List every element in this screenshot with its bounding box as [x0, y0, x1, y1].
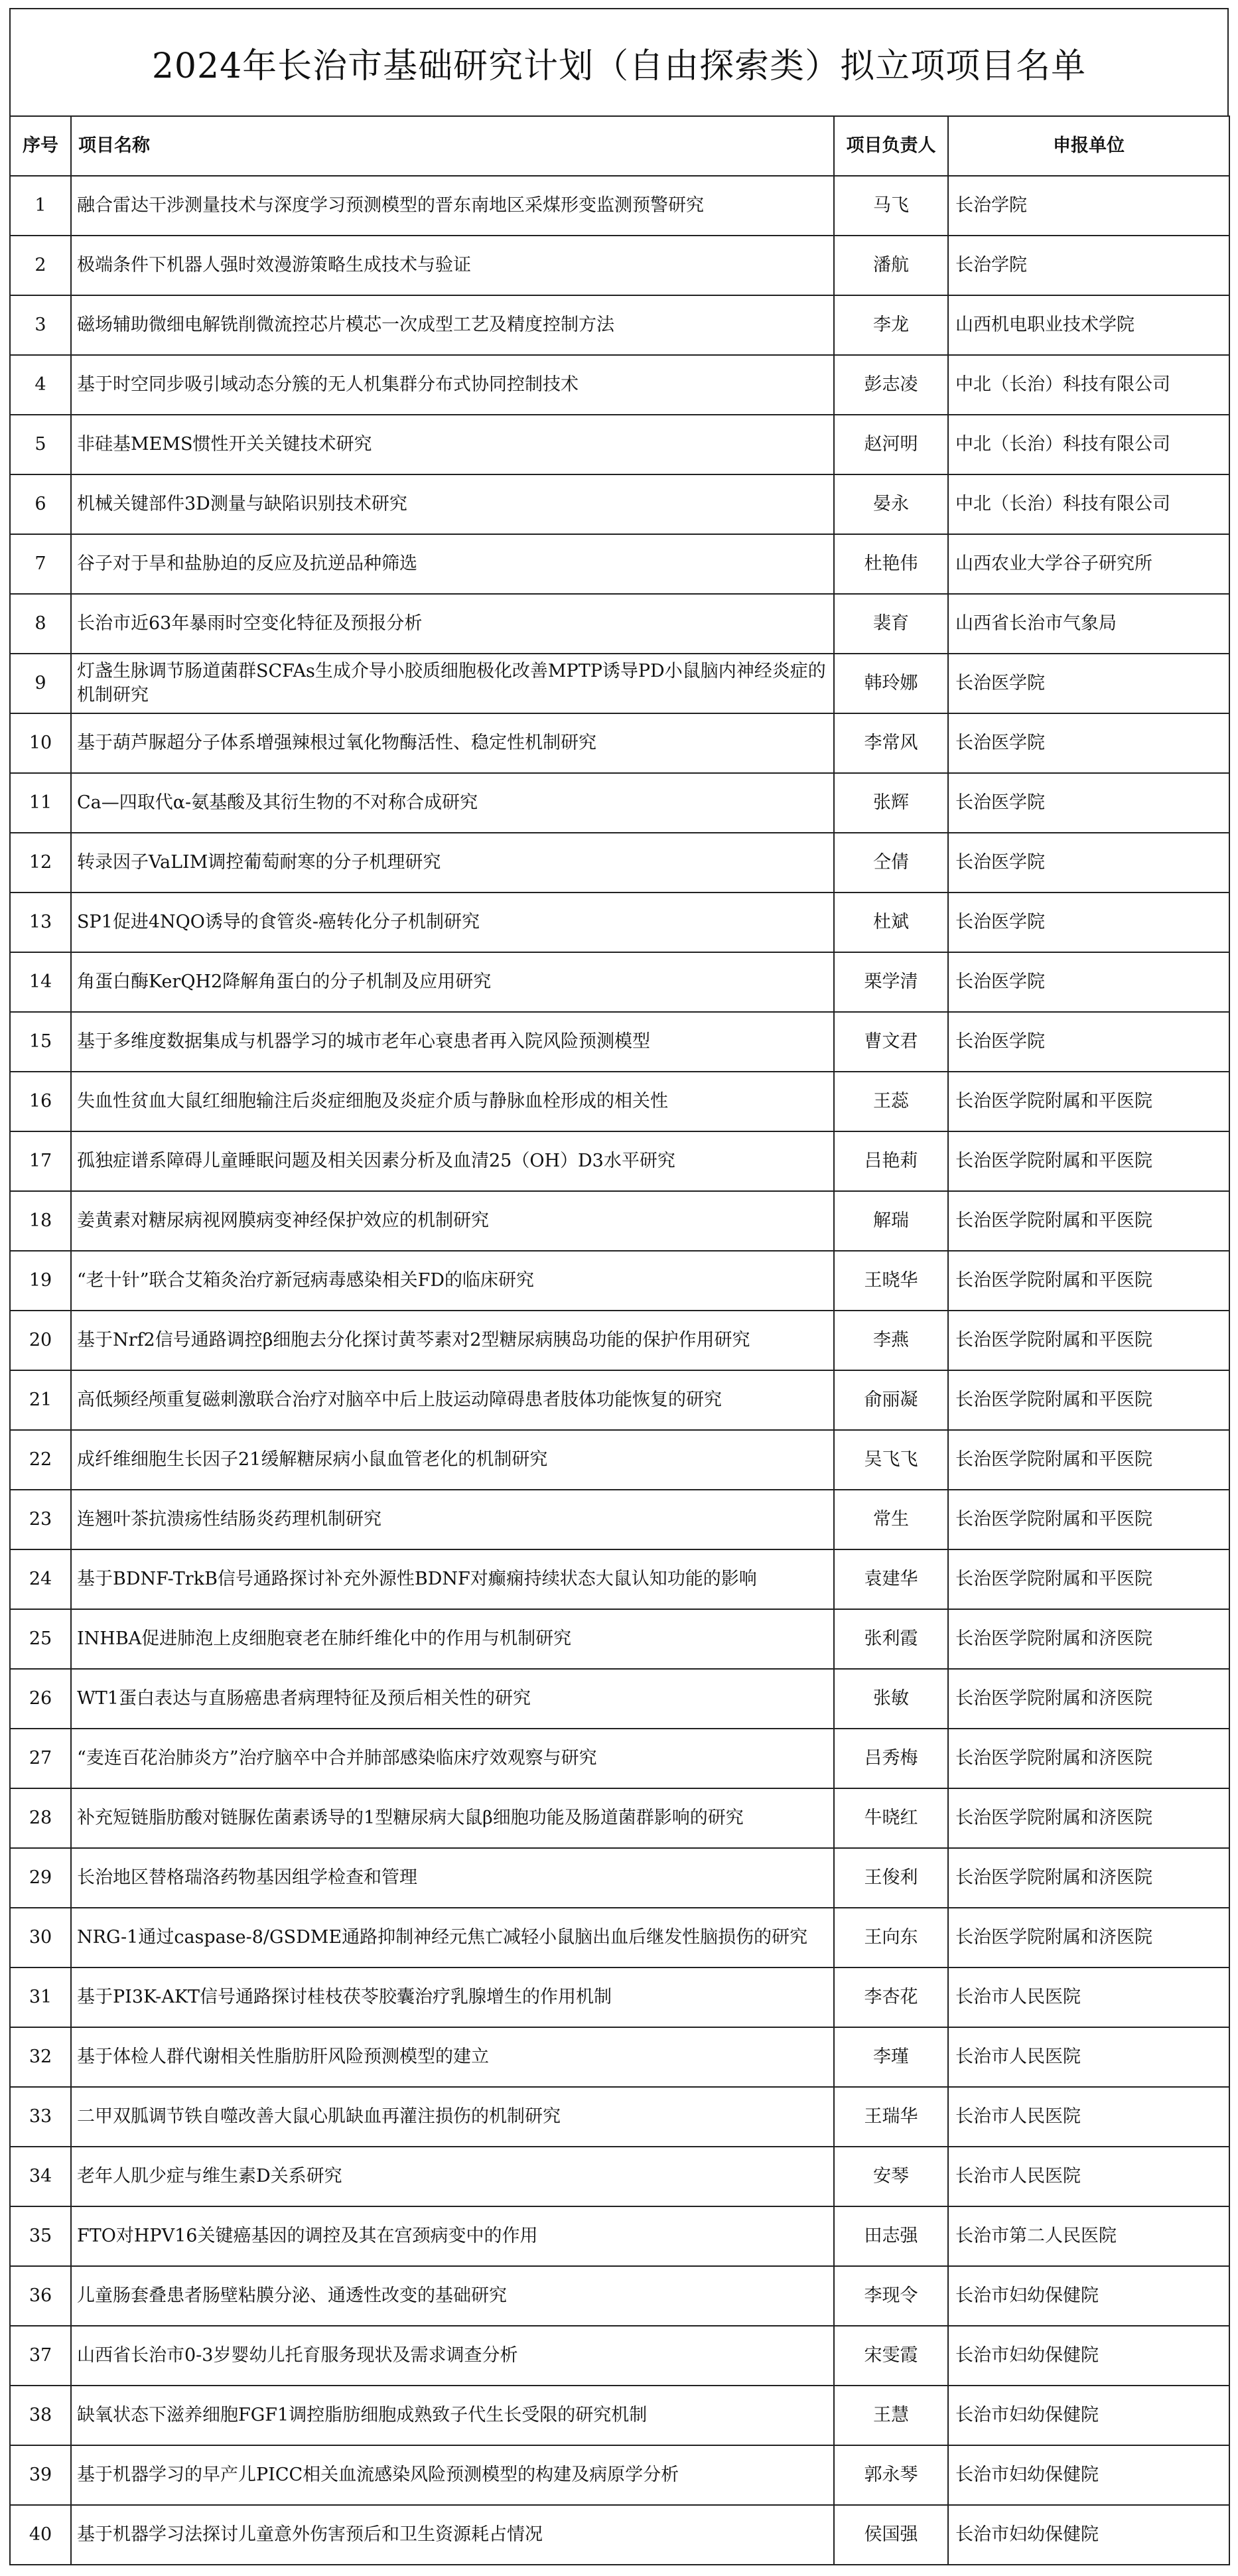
row-project-lead: 解瑞 — [834, 1191, 948, 1251]
row-number: 21 — [10, 1370, 71, 1430]
row-project-lead: 曹文君 — [834, 1012, 948, 1072]
table-row — [10, 952, 1229, 1012]
header-project-name: 项目名称 — [71, 116, 834, 176]
row-number: 7 — [10, 534, 71, 594]
row-applicant-unit: 中北（长治）科技有限公司 — [948, 474, 1229, 534]
table-row — [10, 1490, 1229, 1549]
row-number: 23 — [10, 1490, 71, 1549]
table-row — [10, 2326, 1229, 2386]
row-number: 8 — [10, 594, 71, 654]
row-applicant-unit: 长治医学院 — [948, 952, 1229, 1012]
row-project-lead: 吴飞飞 — [834, 1430, 948, 1490]
row-project-lead: 袁建华 — [834, 1549, 948, 1609]
row-applicant-unit: 山西农业大学谷子研究所 — [948, 534, 1229, 594]
document-title: 2024年长治市基础研究计划（自由探索类）拟立项项目名单 — [9, 8, 1229, 115]
table-row — [10, 713, 1229, 773]
table-row — [10, 1968, 1229, 2027]
row-project-lead: 王俊利 — [834, 1848, 948, 1908]
row-number: 31 — [10, 1968, 71, 2027]
row-applicant-unit: 长治医学院附属和济医院 — [948, 1848, 1229, 1908]
row-applicant-unit: 长治医学院 — [948, 773, 1229, 833]
row-project-name: 基于PI3K-AKT信号通路探讨桂枝茯苓胶囊治疗乳腺增生的作用机制 — [71, 1968, 834, 2027]
row-number: 18 — [10, 1191, 71, 1251]
row-number: 1 — [10, 176, 71, 236]
table-row — [10, 1251, 1229, 1311]
row-number: 12 — [10, 833, 71, 893]
row-project-name: 谷子对于旱和盐胁迫的反应及抗逆品种筛选 — [71, 534, 834, 594]
row-applicant-unit: 长治医学院附属和济医院 — [948, 1669, 1229, 1729]
row-applicant-unit: 中北（长治）科技有限公司 — [948, 355, 1229, 415]
row-project-lead: 张利霞 — [834, 1609, 948, 1669]
header-number: 序号 — [10, 116, 71, 176]
row-number: 13 — [10, 893, 71, 952]
row-applicant-unit: 长治医学院 — [948, 833, 1229, 893]
table-row — [10, 236, 1229, 295]
row-project-name: 基于多维度数据集成与机器学习的城市老年心衰患者再入院风险预测模型 — [71, 1012, 834, 1072]
table-row — [10, 176, 1229, 236]
row-number: 9 — [10, 654, 71, 713]
row-number: 4 — [10, 355, 71, 415]
row-applicant-unit: 长治医学院附属和平医院 — [948, 1370, 1229, 1430]
row-number: 33 — [10, 2087, 71, 2147]
row-applicant-unit: 长治市妇幼保健院 — [948, 2505, 1229, 2565]
table-row — [10, 2027, 1229, 2087]
row-applicant-unit: 长治医学院附属和济医院 — [948, 1729, 1229, 1788]
row-applicant-unit: 长治医学院附属和平医院 — [948, 1251, 1229, 1311]
row-applicant-unit: 长治市人民医院 — [948, 2027, 1229, 2087]
row-number: 19 — [10, 1251, 71, 1311]
row-project-lead: 常生 — [834, 1490, 948, 1549]
row-number: 10 — [10, 713, 71, 773]
row-number: 3 — [10, 295, 71, 355]
row-applicant-unit: 长治市第二人民医院 — [948, 2206, 1229, 2266]
row-number: 35 — [10, 2206, 71, 2266]
table-body — [10, 176, 1229, 2565]
row-project-lead: 仝倩 — [834, 833, 948, 893]
row-project-name: 非硅基MEMS惯性开关关键技术研究 — [71, 415, 834, 474]
row-number: 2 — [10, 236, 71, 295]
row-project-lead: 王晓华 — [834, 1251, 948, 1311]
row-applicant-unit: 长治市人民医院 — [948, 2147, 1229, 2206]
row-applicant-unit: 长治医学院附属和济医院 — [948, 1788, 1229, 1848]
row-project-name: 长治市近63年暴雨时空变化特征及预报分析 — [71, 594, 834, 654]
row-project-name: WT1蛋白表达与直肠癌患者病理特征及预后相关性的研究 — [71, 1669, 834, 1729]
table-row — [10, 2087, 1229, 2147]
row-number: 32 — [10, 2027, 71, 2087]
row-applicant-unit: 长治医学院附属和平医院 — [948, 1131, 1229, 1191]
table-row — [10, 1609, 1229, 1669]
table-row — [10, 833, 1229, 893]
table-row — [10, 415, 1229, 474]
table-row — [10, 1012, 1229, 1072]
row-project-lead: 安琴 — [834, 2147, 948, 2206]
row-applicant-unit: 长治医学院 — [948, 1012, 1229, 1072]
row-number: 38 — [10, 2386, 71, 2445]
row-project-name: 孤独症谱系障碍儿童睡眠问题及相关因素分析及血清25（OH）D3水平研究 — [71, 1131, 834, 1191]
row-project-lead: 李现令 — [834, 2266, 948, 2326]
row-project-lead: 杜艳伟 — [834, 534, 948, 594]
row-applicant-unit: 中北（长治）科技有限公司 — [948, 415, 1229, 474]
row-applicant-unit: 山西省长治市气象局 — [948, 594, 1229, 654]
table-row — [10, 1549, 1229, 1609]
row-project-lead: 吕艳莉 — [834, 1131, 948, 1191]
row-applicant-unit: 长治医学院 — [948, 713, 1229, 773]
row-project-name: 角蛋白酶KerQH2降解角蛋白的分子机制及应用研究 — [71, 952, 834, 1012]
row-applicant-unit: 长治市人民医院 — [948, 2087, 1229, 2147]
table-row — [10, 2445, 1229, 2505]
table-row — [10, 1669, 1229, 1729]
table-row — [10, 2386, 1229, 2445]
row-project-lead: 马飞 — [834, 176, 948, 236]
row-project-lead: 俞丽凝 — [834, 1370, 948, 1430]
table-row — [10, 654, 1229, 713]
row-number: 5 — [10, 415, 71, 474]
table-row — [10, 534, 1229, 594]
table-header-row — [10, 116, 1229, 176]
row-number: 39 — [10, 2445, 71, 2505]
row-project-name: Ca—四取代α-氨基酸及其衍生物的不对称合成研究 — [71, 773, 834, 833]
row-project-name: 基于BDNF-TrkB信号通路探讨补充外源性BDNF对癫痫持续状态大鼠认知功能的影响 — [71, 1549, 834, 1609]
table-row — [10, 1788, 1229, 1848]
row-number: 34 — [10, 2147, 71, 2206]
table-row — [10, 2147, 1229, 2206]
row-project-lead: 侯国强 — [834, 2505, 948, 2565]
row-project-name: 基于机器学习法探讨儿童意外伤害预后和卫生资源耗占情况 — [71, 2505, 834, 2565]
row-project-lead: 李杏花 — [834, 1968, 948, 2027]
project-table — [9, 115, 1230, 2565]
row-project-lead: 张辉 — [834, 773, 948, 833]
table-row — [10, 355, 1229, 415]
row-number: 14 — [10, 952, 71, 1012]
table-row — [10, 1370, 1229, 1430]
row-project-lead: 栗学清 — [834, 952, 948, 1012]
table-row — [10, 2266, 1229, 2326]
row-project-name: 缺氧状态下滋养细胞FGF1调控脂肪细胞成熟致子代生长受限的研究机制 — [71, 2386, 834, 2445]
row-project-lead: 潘航 — [834, 236, 948, 295]
row-applicant-unit: 长治医学院附属和济医院 — [948, 1609, 1229, 1669]
table-row — [10, 1311, 1229, 1370]
row-number: 36 — [10, 2266, 71, 2326]
row-number: 24 — [10, 1549, 71, 1609]
row-applicant-unit: 长治医学院附属和平医院 — [948, 1490, 1229, 1549]
row-project-name: 失血性贫血大鼠红细胞输注后炎症细胞及炎症介质与静脉血栓形成的相关性 — [71, 1072, 834, 1131]
row-project-name: “麦连百花治肺炎方”治疗脑卒中合并肺部感染临床疗效观察与研究 — [71, 1729, 834, 1788]
row-applicant-unit: 长治市妇幼保健院 — [948, 2326, 1229, 2386]
row-project-lead: 王蕊 — [834, 1072, 948, 1131]
table-row — [10, 2206, 1229, 2266]
row-project-name: 长治地区替格瑞洛药物基因组学检查和管理 — [71, 1848, 834, 1908]
row-project-name: 儿童肠套叠患者肠壁粘膜分泌、通透性改变的基础研究 — [71, 2266, 834, 2326]
row-applicant-unit: 山西机电职业技术学院 — [948, 295, 1229, 355]
row-project-name: 融合雷达干涉测量技术与深度学习预测模型的晋东南地区采煤形变监测预警研究 — [71, 176, 834, 236]
row-applicant-unit: 长治医学院附属和平医院 — [948, 1549, 1229, 1609]
row-applicant-unit: 长治医学院附属和平医院 — [948, 1311, 1229, 1370]
table-row — [10, 1729, 1229, 1788]
row-project-lead: 李常风 — [834, 713, 948, 773]
table-row — [10, 1191, 1229, 1251]
row-number: 28 — [10, 1788, 71, 1848]
row-project-lead: 田志强 — [834, 2206, 948, 2266]
row-project-lead: 王慧 — [834, 2386, 948, 2445]
row-project-lead: 赵河明 — [834, 415, 948, 474]
row-project-name: 基于葫芦脲超分子体系增强辣根过氧化物酶活性、稳定性机制研究 — [71, 713, 834, 773]
row-number: 26 — [10, 1669, 71, 1729]
row-number: 15 — [10, 1012, 71, 1072]
row-project-name: FTO对HPV16关键癌基因的调控及其在宫颈病变中的作用 — [71, 2206, 834, 2266]
row-applicant-unit: 长治市妇幼保健院 — [948, 2266, 1229, 2326]
row-project-lead: 宋雯霞 — [834, 2326, 948, 2386]
row-project-name: 灯盏生脉调节肠道菌群SCFAs生成介导小胶质细胞极化改善MPTP诱导PD小鼠脑内神经炎症的机制研究 — [71, 654, 834, 713]
row-project-lead: 彭志凌 — [834, 355, 948, 415]
row-project-lead: 韩玲娜 — [834, 654, 948, 713]
row-project-lead: 张敏 — [834, 1669, 948, 1729]
row-project-lead: 郭永琴 — [834, 2445, 948, 2505]
row-project-name: 连翘叶茶抗溃疡性结肠炎药理机制研究 — [71, 1490, 834, 1549]
row-number: 17 — [10, 1131, 71, 1191]
table-row — [10, 1072, 1229, 1131]
header-project-lead: 项目负责人 — [834, 116, 948, 176]
table-row — [10, 773, 1229, 833]
table-row — [10, 2505, 1229, 2565]
row-project-lead: 杜斌 — [834, 893, 948, 952]
row-project-lead: 王瑞华 — [834, 2087, 948, 2147]
table-row — [10, 594, 1229, 654]
row-applicant-unit: 长治医学院 — [948, 654, 1229, 713]
header-applicant-unit: 申报单位 — [948, 116, 1229, 176]
row-applicant-unit: 长治市人民医院 — [948, 1968, 1229, 2027]
row-applicant-unit: 长治市妇幼保健院 — [948, 2386, 1229, 2445]
row-applicant-unit: 长治市妇幼保健院 — [948, 2445, 1229, 2505]
row-project-lead: 李燕 — [834, 1311, 948, 1370]
row-project-name: 基于机器学习的早产儿PICC相关血流感染风险预测模型的构建及病原学分析 — [71, 2445, 834, 2505]
row-applicant-unit: 长治医学院附属和平医院 — [948, 1430, 1229, 1490]
row-number: 30 — [10, 1908, 71, 1968]
row-project-name: NRG-1通过caspase-8/GSDME通路抑制神经元焦亡减轻小鼠脑出血后继发性脑损伤的研究 — [71, 1908, 834, 1968]
row-applicant-unit: 长治医学院附属和平医院 — [948, 1072, 1229, 1131]
row-project-lead: 李龙 — [834, 295, 948, 355]
table-row — [10, 893, 1229, 952]
row-applicant-unit: 长治医学院附属和济医院 — [948, 1908, 1229, 1968]
row-project-name: SP1促进4NQO诱导的食管炎-癌转化分子机制研究 — [71, 893, 834, 952]
row-project-name: 基于时空同步吸引域动态分簇的无人机集群分布式协同控制技术 — [71, 355, 834, 415]
row-project-lead: 牛晓红 — [834, 1788, 948, 1848]
row-project-lead: 王向东 — [834, 1908, 948, 1968]
row-applicant-unit: 长治学院 — [948, 236, 1229, 295]
row-applicant-unit: 长治医学院附属和平医院 — [948, 1191, 1229, 1251]
row-number: 40 — [10, 2505, 71, 2565]
row-project-name: 老年人肌少症与维生素D关系研究 — [71, 2147, 834, 2206]
row-number: 27 — [10, 1729, 71, 1788]
row-project-lead: 李瑾 — [834, 2027, 948, 2087]
row-number: 16 — [10, 1072, 71, 1131]
row-number: 22 — [10, 1430, 71, 1490]
row-number: 20 — [10, 1311, 71, 1370]
row-project-name: 转录因子VaLIM调控葡萄耐寒的分子机理研究 — [71, 833, 834, 893]
row-project-lead: 裴育 — [834, 594, 948, 654]
table-row — [10, 295, 1229, 355]
row-project-name: 高低频经颅重复磁刺激联合治疗对脑卒中后上肢运动障碍患者肢体功能恢复的研究 — [71, 1370, 834, 1430]
row-project-name: 成纤维细胞生长因子21缓解糖尿病小鼠血管老化的机制研究 — [71, 1430, 834, 1490]
row-number: 6 — [10, 474, 71, 534]
row-project-lead: 吕秀梅 — [834, 1729, 948, 1788]
table-row — [10, 1430, 1229, 1490]
row-number: 25 — [10, 1609, 71, 1669]
row-project-name: 极端条件下机器人强时效漫游策略生成技术与验证 — [71, 236, 834, 295]
row-project-name: 山西省长治市0-3岁婴幼儿托育服务现状及需求调查分析 — [71, 2326, 834, 2386]
row-number: 11 — [10, 773, 71, 833]
row-number: 37 — [10, 2326, 71, 2386]
row-project-name: “老十针”联合艾箱灸治疗新冠病毒感染相关FD的临床研究 — [71, 1251, 834, 1311]
row-project-name: 基于Nrf2信号通路调控β细胞去分化探讨黄芩素对2型糖尿病胰岛功能的保护作用研究 — [71, 1311, 834, 1370]
row-project-lead: 晏永 — [834, 474, 948, 534]
row-project-name: 磁场辅助微细电解铣削微流控芯片模芯一次成型工艺及精度控制方法 — [71, 295, 834, 355]
table-row — [10, 1908, 1229, 1968]
row-project-name: INHBA促进肺泡上皮细胞衰老在肺纤维化中的作用与机制研究 — [71, 1609, 834, 1669]
row-project-name: 补充短链脂肪酸对链脲佐菌素诱导的1型糖尿病大鼠β细胞功能及肠道菌群影响的研究 — [71, 1788, 834, 1848]
row-project-name: 姜黄素对糖尿病视网膜病变神经保护效应的机制研究 — [71, 1191, 834, 1251]
table-row — [10, 1131, 1229, 1191]
row-project-name: 基于体检人群代谢相关性脂肪肝风险预测模型的建立 — [71, 2027, 834, 2087]
row-project-name: 二甲双胍调节铁自噬改善大鼠心肌缺血再灌注损伤的机制研究 — [71, 2087, 834, 2147]
row-project-name: 机械关键部件3D测量与缺陷识别技术研究 — [71, 474, 834, 534]
table-row — [10, 474, 1229, 534]
row-number: 29 — [10, 1848, 71, 1908]
row-applicant-unit: 长治医学院 — [948, 893, 1229, 952]
row-applicant-unit: 长治学院 — [948, 176, 1229, 236]
table-row — [10, 1848, 1229, 1908]
